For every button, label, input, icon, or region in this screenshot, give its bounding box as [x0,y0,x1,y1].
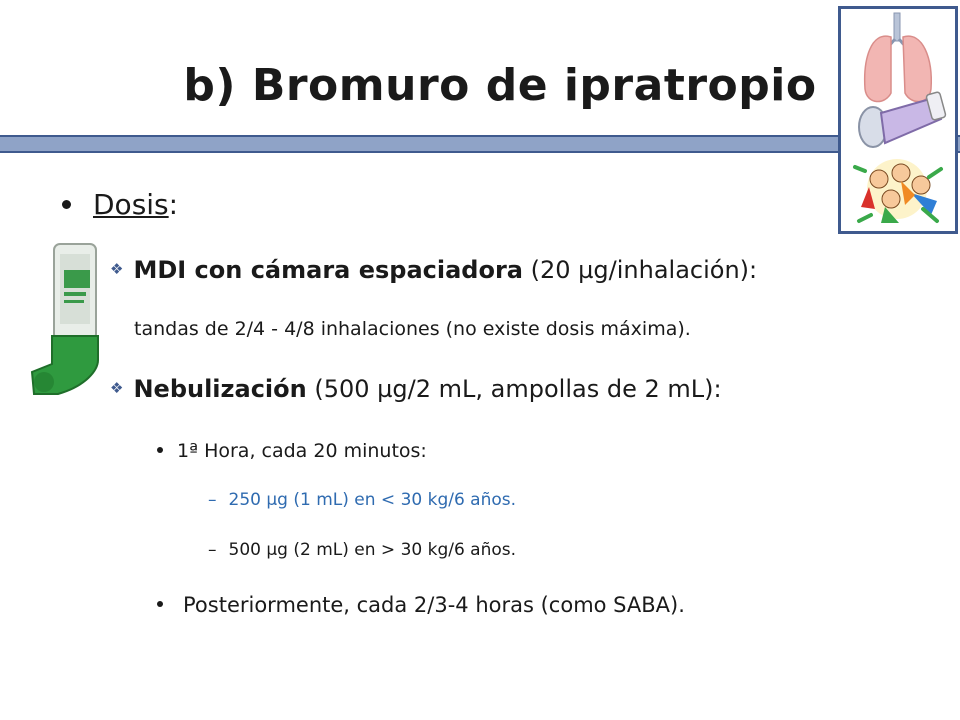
mdi-rest: (20 µg/inhalación): [523,256,758,284]
dose-text-2: 500 µg (2 mL) en > 30 kg/6 años. [228,540,517,560]
neb-rest: (500 µg/2 mL, ampollas de 2 mL): [306,375,722,403]
post-text: Posteriormente, cada 2/3-4 horas (como SABA). [183,593,685,617]
title-divider-bar [0,135,960,153]
illustration-box [838,6,958,234]
posteriormente-bullet [157,593,685,617]
tandas-text: tandas de 2/4 - 4/8 inhalaciones (no existe dosis máxima). [134,318,691,340]
slide-title: b) Bromuro de ipratropio [183,60,817,111]
children-group-icon [855,159,941,223]
diamond-bullet-icon: ❖ [110,260,124,278]
mdi-bold: MDI con cámara espaciadora [133,256,523,284]
diamond-bullet-icon: ❖ [110,379,124,397]
hora-bullet [157,440,427,462]
inhaler-device-image [28,240,108,400]
dash-marker: – [208,540,217,560]
dash-marker: – [208,490,217,510]
dose-item-2 [208,540,516,560]
lungs-icon [865,13,932,102]
dosis-label: Dosis [93,188,169,221]
bullet-dot [157,601,163,607]
dosis-bullet [62,188,178,221]
nebulizacion-item [110,375,722,403]
dose-item-1 [208,490,516,510]
dose-text-1: 250 µg (1 mL) en < 30 kg/6 años. [228,490,517,510]
dosis-colon: : [168,188,179,221]
bullet-dot [157,447,163,453]
bullet-dot [62,200,71,209]
hora-text: 1ª Hora, cada 20 minutos: [177,440,427,462]
neb-bold: Nebulización [133,375,307,403]
mdi-item [110,256,757,284]
